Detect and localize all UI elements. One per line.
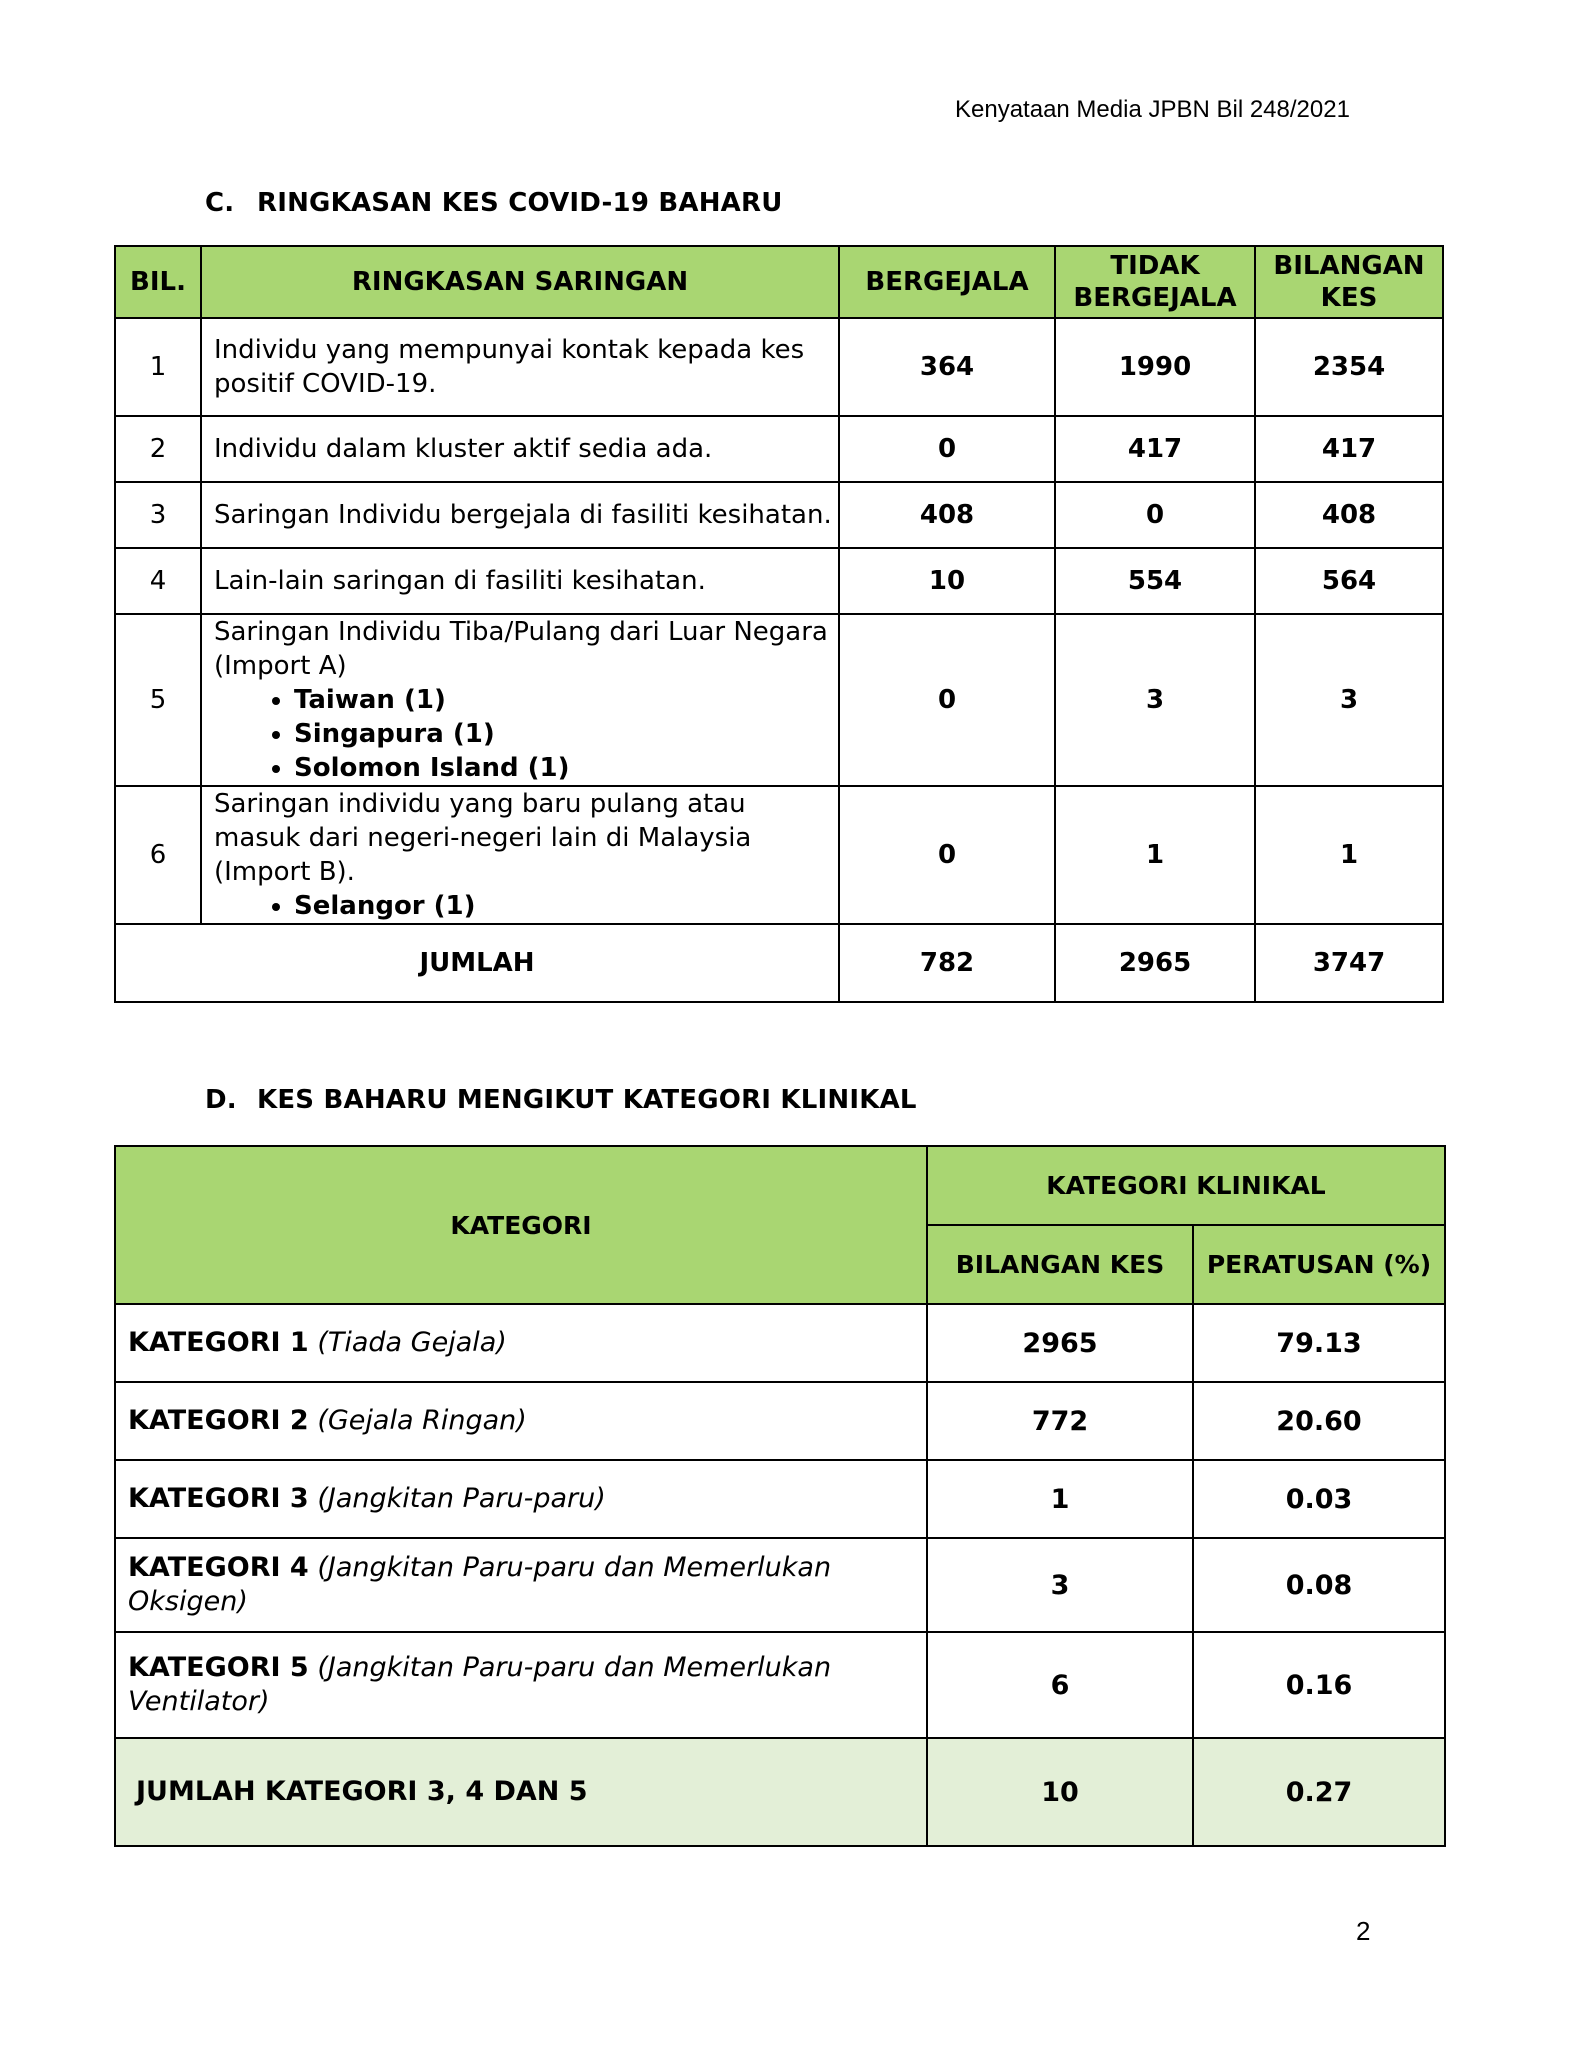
table-row <box>115 482 1443 548</box>
bergejala-cell: 0 <box>839 614 1055 786</box>
column-header-peratusan: PERATUSAN (%) <box>1193 1225 1445 1304</box>
tidak-bergejala-cell: 554 <box>1055 548 1255 614</box>
clinical-category-table <box>114 1145 1446 1847</box>
bilangan-kes-cell: 3 <box>927 1538 1193 1632</box>
bil-cell: 6 <box>115 786 201 924</box>
page-number: 2 <box>1356 1916 1371 1946</box>
bil-cell: 2 <box>115 416 201 482</box>
ringkasan-text: Individu dalam kluster aktif sedia ada. <box>214 434 713 464</box>
country-item: • Selangor (1) <box>294 889 838 923</box>
bergejala-cell: 10 <box>839 548 1055 614</box>
country-item: • Solomon Island (1) <box>294 751 838 785</box>
table-body <box>115 318 1443 1002</box>
column-header-bilangan-kes: BILANGAN KES <box>1255 246 1443 318</box>
bilangan-kes-cell: 2354 <box>1255 318 1443 416</box>
kategori-description: (Jangkitan Paru-paru) <box>317 1483 606 1514</box>
ringkasan-cell <box>201 416 839 482</box>
section-d-title-text: KES BAHARU MENGIKUT KATEGORI KLINIKAL <box>257 1085 917 1115</box>
kategori-name: KATEGORI 3 <box>128 1483 309 1514</box>
column-header-ringkasan: RINGKASAN SARINGAN <box>201 246 839 318</box>
peratusan-cell: 20.60 <box>1193 1382 1445 1460</box>
table-header-row <box>115 246 1443 318</box>
ringkasan-text: Lain-lain saringan di fasiliti kesihatan. <box>214 566 706 596</box>
table-row <box>115 416 1443 482</box>
bilangan-kes-cell: 417 <box>1255 416 1443 482</box>
bilangan-kes-cell: 3 <box>1255 614 1443 786</box>
total-row <box>115 924 1443 1002</box>
table-row <box>115 614 1443 786</box>
ringkasan-cell <box>201 614 839 786</box>
bilangan-kes-cell: 772 <box>927 1382 1193 1460</box>
bil-cell: 3 <box>115 482 201 548</box>
table-header-row <box>115 1146 1445 1225</box>
column-header-bil: BIL. <box>115 246 201 318</box>
bergejala-cell: 408 <box>839 482 1055 548</box>
kategori-cell <box>115 1460 927 1538</box>
peratusan-cell: 0.08 <box>1193 1538 1445 1632</box>
kategori-description: (Tiada Gejala) <box>317 1327 507 1358</box>
table-row <box>115 1538 1445 1632</box>
bergejala-cell: 0 <box>839 416 1055 482</box>
kategori-description: (Jangkitan Paru-paru dan Memerlukan Oksigen) <box>128 1552 832 1617</box>
covid-summary-table <box>114 245 1444 1003</box>
ringkasan-text: Saringan Individu bergejala di fasiliti kesihatan. <box>214 500 832 530</box>
tidak-bergejala-cell: 1990 <box>1055 318 1255 416</box>
ringkasan-cell <box>201 318 839 416</box>
kategori-name: KATEGORI 2 <box>128 1405 309 1436</box>
section-c-letter: C. <box>205 188 235 218</box>
total-peratusan: 0.27 <box>1193 1738 1445 1846</box>
kategori-name: KATEGORI 1 <box>128 1327 309 1358</box>
kategori-description: (Jangkitan Paru-paru dan Memerlukan Ventilator) <box>128 1652 832 1717</box>
total-label: JUMLAH <box>115 924 839 1002</box>
bilangan-kes-cell: 564 <box>1255 548 1443 614</box>
tidak-bergejala-cell: 3 <box>1055 614 1255 786</box>
column-header-kategori-klinikal: KATEGORI KLINIKAL <box>927 1146 1445 1225</box>
tidak-bergejala-cell: 417 <box>1055 416 1255 482</box>
country-item: • Singapura (1) <box>294 717 838 751</box>
total-label: JUMLAH KATEGORI 3, 4 DAN 5 <box>115 1738 927 1846</box>
peratusan-cell: 0.16 <box>1193 1632 1445 1738</box>
kategori-description: (Gejala Ringan) <box>317 1405 527 1436</box>
column-header-bilangan-kes: BILANGAN KES <box>927 1225 1193 1304</box>
column-header-bergejala: BERGEJALA <box>839 246 1055 318</box>
total-row <box>115 1738 1445 1846</box>
bilangan-kes-cell: 408 <box>1255 482 1443 548</box>
ringkasan-cell <box>201 786 839 924</box>
bil-cell: 1 <box>115 318 201 416</box>
tidak-bergejala-cell: 1 <box>1055 786 1255 924</box>
kategori-cell <box>115 1382 927 1460</box>
bil-cell: 4 <box>115 548 201 614</box>
total-bergejala: 782 <box>839 924 1055 1002</box>
tidak-bergejala-cell: 0 <box>1055 482 1255 548</box>
bilangan-kes-cell: 1 <box>1255 786 1443 924</box>
bergejala-cell: 0 <box>839 786 1055 924</box>
ringkasan-text: Saringan Individu Tiba/Pulang dari Luar Negara (Import A) <box>214 617 828 681</box>
table-row <box>115 1304 1445 1382</box>
bilangan-kes-cell: 1 <box>927 1460 1193 1538</box>
bilangan-kes-cell: 2965 <box>927 1304 1193 1382</box>
table-row <box>115 786 1443 924</box>
kategori-cell <box>115 1538 927 1632</box>
bil-cell: 5 <box>115 614 201 786</box>
ringkasan-cell <box>201 548 839 614</box>
bilangan-kes-cell: 6 <box>927 1632 1193 1738</box>
country-list <box>214 889 838 923</box>
document-reference: Kenyataan Media JPBN Bil 248/2021 <box>955 96 1350 123</box>
column-header-kategori: KATEGORI <box>115 1146 927 1304</box>
section-c-title <box>205 188 783 218</box>
table-body <box>115 1304 1445 1846</box>
column-header-tidak-bergejala: TIDAK BERGEJALA <box>1055 246 1255 318</box>
peratusan-cell: 79.13 <box>1193 1304 1445 1382</box>
total-bilangan-kes: 3747 <box>1255 924 1443 1002</box>
table-row <box>115 318 1443 416</box>
ringkasan-text: Individu yang mempunyai kontak kepada kes positif COVID-19. <box>214 335 805 399</box>
kategori-cell <box>115 1304 927 1382</box>
kategori-name: KATEGORI 4 <box>128 1552 309 1583</box>
section-d-letter: D. <box>205 1085 237 1115</box>
total-bilangan-kes: 10 <box>927 1738 1193 1846</box>
table-row <box>115 1460 1445 1538</box>
total-tidak-bergejala: 2965 <box>1055 924 1255 1002</box>
table-row <box>115 1382 1445 1460</box>
country-list <box>214 683 838 785</box>
country-item: • Taiwan (1) <box>294 683 838 717</box>
bergejala-cell: 364 <box>839 318 1055 416</box>
table-row <box>115 1632 1445 1738</box>
section-c-title-text: RINGKASAN KES COVID-19 BAHARU <box>257 188 783 218</box>
kategori-name: KATEGORI 5 <box>128 1652 309 1683</box>
section-d-title <box>205 1085 917 1115</box>
table-row <box>115 548 1443 614</box>
ringkasan-text: Saringan individu yang baru pulang atau masuk dari negeri-negeri lain di Malaysia (Import B). <box>214 789 752 887</box>
kategori-cell <box>115 1632 927 1738</box>
ringkasan-cell <box>201 482 839 548</box>
peratusan-cell: 0.03 <box>1193 1460 1445 1538</box>
